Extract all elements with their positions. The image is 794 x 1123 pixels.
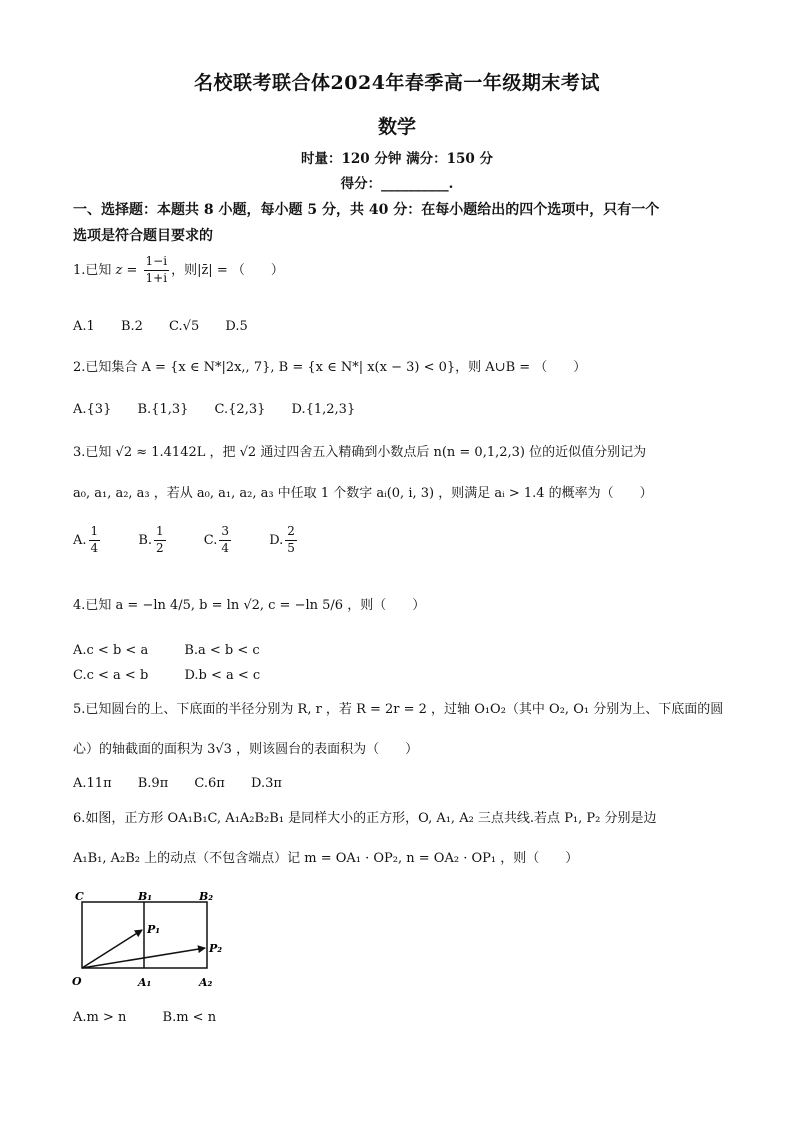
q3-option-b-num: 1	[154, 525, 166, 541]
q4-option-a: A.c < b < a	[73, 643, 149, 658]
q1-option-b: B.2	[120, 319, 143, 334]
q3-option-a	[73, 525, 102, 556]
q6-label-a2: A₂	[199, 976, 213, 989]
q4-option-b: B.a < b < c	[184, 643, 260, 658]
q1-denominator: 1+i	[145, 270, 168, 285]
q3-option-c-label: C.	[203, 532, 218, 548]
q6-figure	[66, 888, 226, 998]
exam-title: 名校联考联合体2024年春季高一年级期末考试	[194, 72, 600, 94]
q3-option-b	[138, 525, 167, 556]
score-blank: __________.	[381, 176, 454, 192]
q6-label-b1: B₁	[138, 890, 153, 903]
q3-option-d-den: 5	[287, 540, 295, 555]
q3-option-c-den: 4	[221, 540, 230, 555]
q4-options-row1	[73, 643, 282, 659]
q3-option-c-num: 3	[219, 525, 231, 541]
q3-option-d-label: D.	[269, 532, 284, 548]
q3-option-a-num: 1	[89, 525, 101, 541]
question-6-line1: 6.如图，正方形 OA₁B₁C, A₁A₂B₂B₁ 是同样大小的正方形，O, A₁, A₂ 三点共线.若点 P₁, P₂ 分别是边	[73, 811, 657, 826]
q1-option-d: D.5	[225, 319, 248, 334]
q6-option-a: A.m > n	[73, 1010, 127, 1025]
q4-options-row2	[73, 668, 282, 684]
question-4: 4.已知 a = −ln 4/5, b = ln √2, c = −ln 5/6 ，则（ ）	[73, 598, 426, 613]
score-label: 得分：	[340, 176, 382, 192]
q6-options	[73, 1010, 238, 1026]
q6-label-p2: P₂	[209, 942, 223, 955]
q5-option-b: B.9π	[137, 776, 169, 791]
exam-subject: 数学	[377, 116, 416, 138]
question-5-line1: 5.已知圆台的上、下底面的半径分别为 R, r ，若 R = 2r = 2 ，过轴 O₁O₂（其中 O₂, O₁ 分别为上、下底面的圆	[73, 702, 724, 717]
q3-options	[73, 525, 331, 556]
q5-option-c: C.6π	[194, 776, 225, 791]
q2-option-d: D.{1,2,3}	[291, 402, 356, 417]
question-5-line2: 心）的轴截面的面积为 3√3 ，则该圆台的表面积为（ ）	[73, 742, 419, 757]
q2-option-a: A.{3}	[73, 402, 112, 417]
q6-vector-op1	[82, 930, 142, 968]
question-3-line2: a₀, a₁, a₂, a₃ ，若从 a₀, a₁, a₂, a₃ 中任取 1 个数字 aᵢ(0, i, 3) ，则满足 aᵢ > 1.4 的概率为（ ）	[73, 486, 653, 501]
q3-option-d	[269, 525, 299, 556]
q5-option-d: D.3π	[250, 776, 282, 791]
q6-option-b: B.m < n	[162, 1010, 217, 1025]
q3-option-a-den: 4	[90, 540, 99, 555]
q2-options	[73, 402, 377, 418]
q3-option-b-label: B.	[138, 532, 152, 548]
q1-suffix: ，则|z̄| = （ ）	[171, 262, 284, 278]
question-2: 2.已知集合 A = {x ∈ N*|2x,, 7}, B = {x ∈ N*| x(x − 3) < 0}，则 A∪B = （ ）	[73, 360, 587, 375]
q1-option-a: A.1	[73, 319, 95, 334]
q1-prefix: 1.已知	[73, 262, 112, 278]
section-heading-line1: 一、选择题：本题共 8 小题，每小题 5 分，共 40 分：在每小题给出的四个选项中，只有一个	[73, 202, 660, 218]
q5-option-a: A.11π	[73, 776, 112, 791]
question-3-line1: 3.已知 √2 ≈ 1.4142L ，把 √2 通过四舍五入精确到小数点后 n(n = 0,1,2,3) 位的近似值分别记为	[73, 445, 647, 460]
q6-label-b2: B₂	[199, 890, 214, 903]
q1-fraction	[144, 255, 170, 286]
q5-options	[73, 776, 304, 792]
section-heading-line2: 选项是符合题目要求的	[73, 228, 213, 244]
time-score-line: 时量：120 分钟 满分：150 分	[301, 151, 493, 167]
q3-option-d-num: 2	[285, 525, 297, 541]
q6-label-c: C	[75, 890, 84, 903]
q1-numerator: 1−i	[144, 255, 170, 271]
q1-option-c: C.√5	[169, 319, 200, 334]
q2-option-b: B.{1,3}	[137, 402, 189, 417]
q6-label-p1: P₁	[147, 923, 161, 936]
score-line	[0, 172, 794, 192]
q4-option-d: D.b < a < c	[184, 668, 261, 683]
q4-option-c: C.c < a < b	[73, 668, 149, 683]
q3-option-a-label: A.	[73, 532, 87, 548]
question-6-line2: A₁B₁, A₂B₂ 上的动点（不包含端点）记 m = OA₁ · OP₂, n = OA₂ · OP₁ ，则（ ）	[73, 851, 579, 866]
q3-option-c	[204, 525, 233, 556]
q2-option-c: C.{2,3}	[214, 402, 266, 417]
q6-label-o: O	[72, 975, 82, 988]
q1-options	[73, 319, 270, 335]
q6-label-a1: A₁	[138, 976, 152, 989]
q3-option-b-den: 2	[156, 540, 164, 555]
question-1: 1.已知 z = $\frac{1-i}{1+i}$ ，则|z̄| = （ ）	[73, 254, 284, 285]
